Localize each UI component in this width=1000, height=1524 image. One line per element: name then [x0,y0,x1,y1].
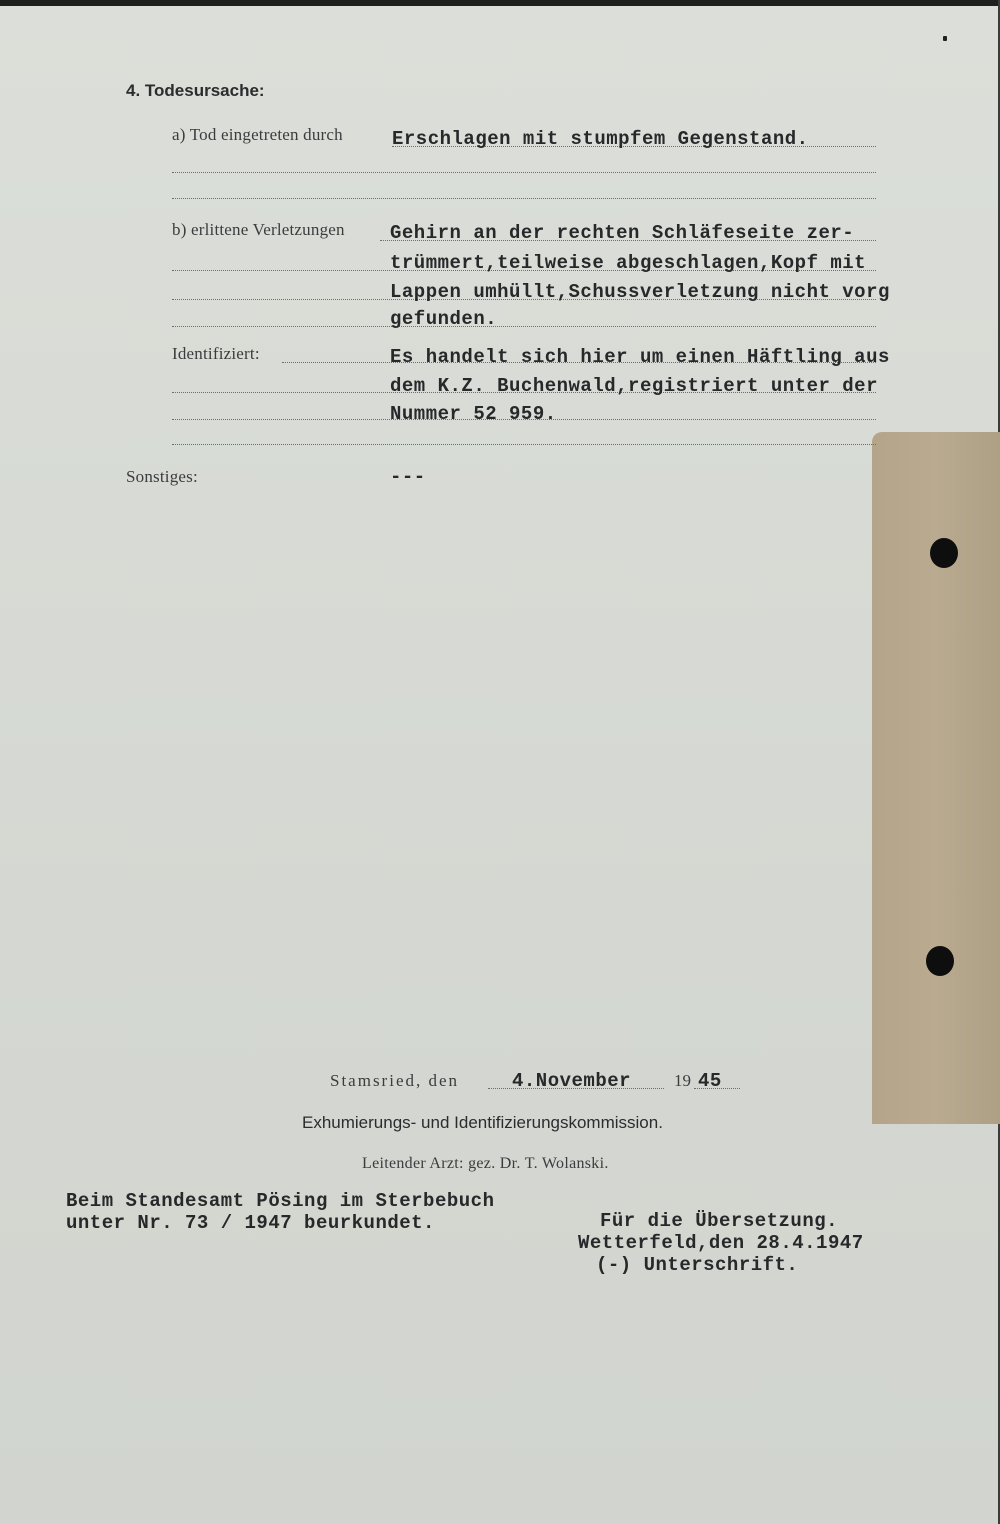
injuries-line: Gehirn an der rechten Schläfeseite zer- [390,222,855,244]
injuries-label: b) erlittene Verletzungen [172,220,345,239]
speck [943,36,947,41]
other-label: Sonstiges: [126,467,198,486]
translation-line: (-) Unterschrift. [596,1254,799,1276]
folder-tab [872,432,1000,1124]
translation-line: Für die Übersetzung. [600,1210,839,1232]
injuries-line: gefunden. [390,308,498,330]
injuries-line: Lappen umhüllt,Schussverletzung nicht vorg [390,281,890,303]
dotted-line [172,444,876,445]
identified-line: dem K.Z. Buchenwald,registriert unter der [390,375,878,397]
dotted-line [172,198,876,199]
other-value: --- [390,466,426,488]
year-prefix: 19 [674,1071,691,1090]
punch-hole-bottom [926,946,954,976]
date-value: 4.November [512,1070,632,1092]
injuries-line: trümmert,teilweise abgeschlagen,Kopf mit [390,252,867,274]
registry-line: Beim Standesamt Pösing im Sterbebuch [66,1190,495,1212]
cause-label: a) Tod eingetreten durch [172,125,343,144]
identified-line: Nummer 52 959. [390,403,557,425]
translation-line: Wetterfeld,den 28.4.1947 [578,1232,864,1254]
year-suffix: 45 [698,1070,722,1092]
section-heading: 4. Todesursache: [126,81,265,100]
dotted-line [172,326,876,327]
dotted-line [172,172,876,173]
identified-line: Es handelt sich hier um einen Häftling aus [390,346,890,368]
doctor-line: Leitender Arzt: gez. Dr. T. Wolanski. [362,1155,609,1172]
registry-line: unter Nr. 73 / 1947 beurkundet. [66,1212,435,1234]
commission-name: Exhumierungs- und Identifizierungskommission. [302,1113,663,1132]
place-label: Stamsried, den [330,1071,460,1090]
identified-label: Identifiziert: [172,344,260,363]
punch-hole-top [930,538,958,568]
scan-top-edge [0,0,1000,6]
cause-value: Erschlagen mit stumpfem Gegenstand. [392,128,809,150]
